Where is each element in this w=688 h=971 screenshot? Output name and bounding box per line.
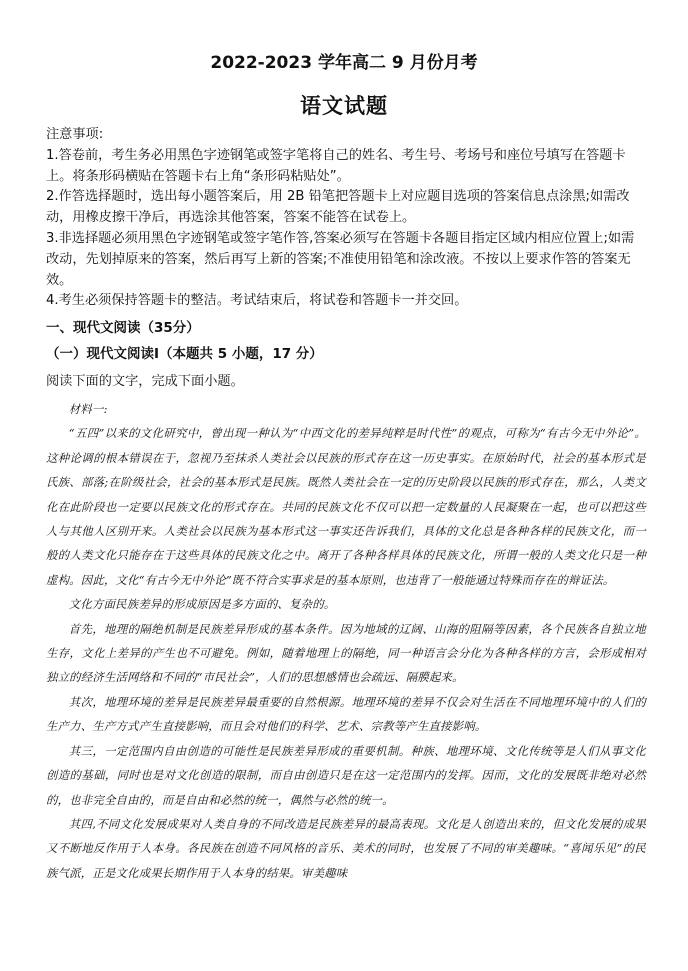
passage-paragraph: 首先，地理的隔绝机制是民族差异形成的基本条件。因为地域的辽阔、山海的阻隔等因素，各个民族各自独立地生存，文化上差异的产生也不可避免。例如，随着地理上的隔绝，同一种语言会分化为各种各样的方言，会形成相对独立的经济生活网络和不同的“市民社会”，人们的思想感情也会疏远、隔膜起来。 bbox=[46, 621, 646, 685]
passage-paragraph: 其三，一定范围内自由创造的可能性是民族差异形成的重要机制。种族、地理环境、文化传统等是人们从事文化创造的基础，同时也是对文化创造的限制，而自由创造只是在这一定范围内的发挥。因而，文化的发展既非绝对必然的，也非完全自由的，而是自由和必然的统一，偶然与必然的统一。 bbox=[46, 743, 646, 807]
notes-section bbox=[46, 125, 646, 312]
note-item-2: 2.作答选择题时，选出每小题答案后，用 2B 铅笔把答题卡上对应题目选项的答案信息点涂黑;如需改动，用橡皮擦干净后，再选涂其他答案，答案不能答在试卷上。 bbox=[46, 189, 630, 226]
note-item-1: 1.答卷前，考生务必用黑色字迹钢笔或签字笔将自己的姓名、考生号、考场号和座位号填写在答题卡上。将条形码横贴在答题卡右上角“条形码粘贴处”。 bbox=[46, 147, 626, 184]
note-item-3: 3.非选择题必须用黑色字迹钢笔或签字笔作答,答案必须写在答题卡各题目指定区域内相应位置上;如需改动，先划掉原来的答案，然后再写上新的答案;不准使用铅笔和涂改液。不按以上要求作答的答案无效。 bbox=[46, 230, 635, 288]
exam-title: 2022-2023 学年高二 9 月份月考 bbox=[210, 53, 478, 73]
passage-paragraph: “五四”以来的文化研究中，曾出现一种认为“中西文化的差异纯粹是时代性”的观点，可称为“有古今无中外论”。这种论调的根本错误在于，忽视乃至抹杀人类社会以民族的形式存在这一历史事实。在原始时代，社会的基本形式是氏族、部落;在阶级社会，社会的基本形式是民族。既然人类社会在一定的历史阶段以民族的形式存在，那么，人类文化在此阶段也一定要以民族文化的形式存在。共同的民族文化不仅可以把一定数量的人民凝聚在一起，也可以把这些人与其他人区别开来。人类社会以民族为基本形式这一事实还告诉我们，具体的文化总是各种各样的民族文化，而一般的人类文化只能存在于这些具体的民族文化之中。离开了各种各样具体的民族文化，所谓一般的人类文化只是一种虚构。因此，文化“有古今无中外论”既不符合实事求是的基本原则，也违背了一般能通过特殊而存在的辩证法。 bbox=[46, 426, 646, 587]
sub-heading: （一）现代文阅读Ⅰ（本题共 5 小题，17 分） bbox=[46, 346, 323, 362]
notes-heading: 注意事项: bbox=[46, 127, 104, 142]
subject-title: 语文试题 bbox=[300, 94, 388, 118]
passage-paragraph: 其次，地理环境的差异是民族差异最重要的自然根源。地理环境的差异不仅会对生活在不同地理环境中的人们的生产力、生产方式产生直接影响，而且会对他们的科学、艺术、宗教等产生直接影响。 bbox=[46, 694, 646, 734]
part-heading: 一、现代文阅读（35分） bbox=[46, 320, 200, 336]
material-label: 材料一: bbox=[68, 402, 108, 416]
note-item-4: 4.考生必须保持答题卡的整洁。考试结束后，将试卷和答题卡一并交回。 bbox=[46, 293, 468, 309]
passage-paragraph: 文化方面民族差异的形成原因是多方面的、复杂的。 bbox=[68, 597, 336, 612]
reading-passage bbox=[46, 397, 646, 885]
instruction: 阅读下面的文字，完成下面小题。 bbox=[46, 374, 244, 389]
passage-paragraph: 其四,不同文化发展成果对人类自身的不同改造是民族差异的最高表现。文化是人创造出来的，但文化发展的成果又不断地反作用于人本身。各民族在创造不同风格的音乐、美术的同时，也发展了不同的审美趣味。“喜闻乐见”的民族气派，正是文化成果长期作用于人本身的结果。审美趣味 bbox=[46, 816, 646, 880]
